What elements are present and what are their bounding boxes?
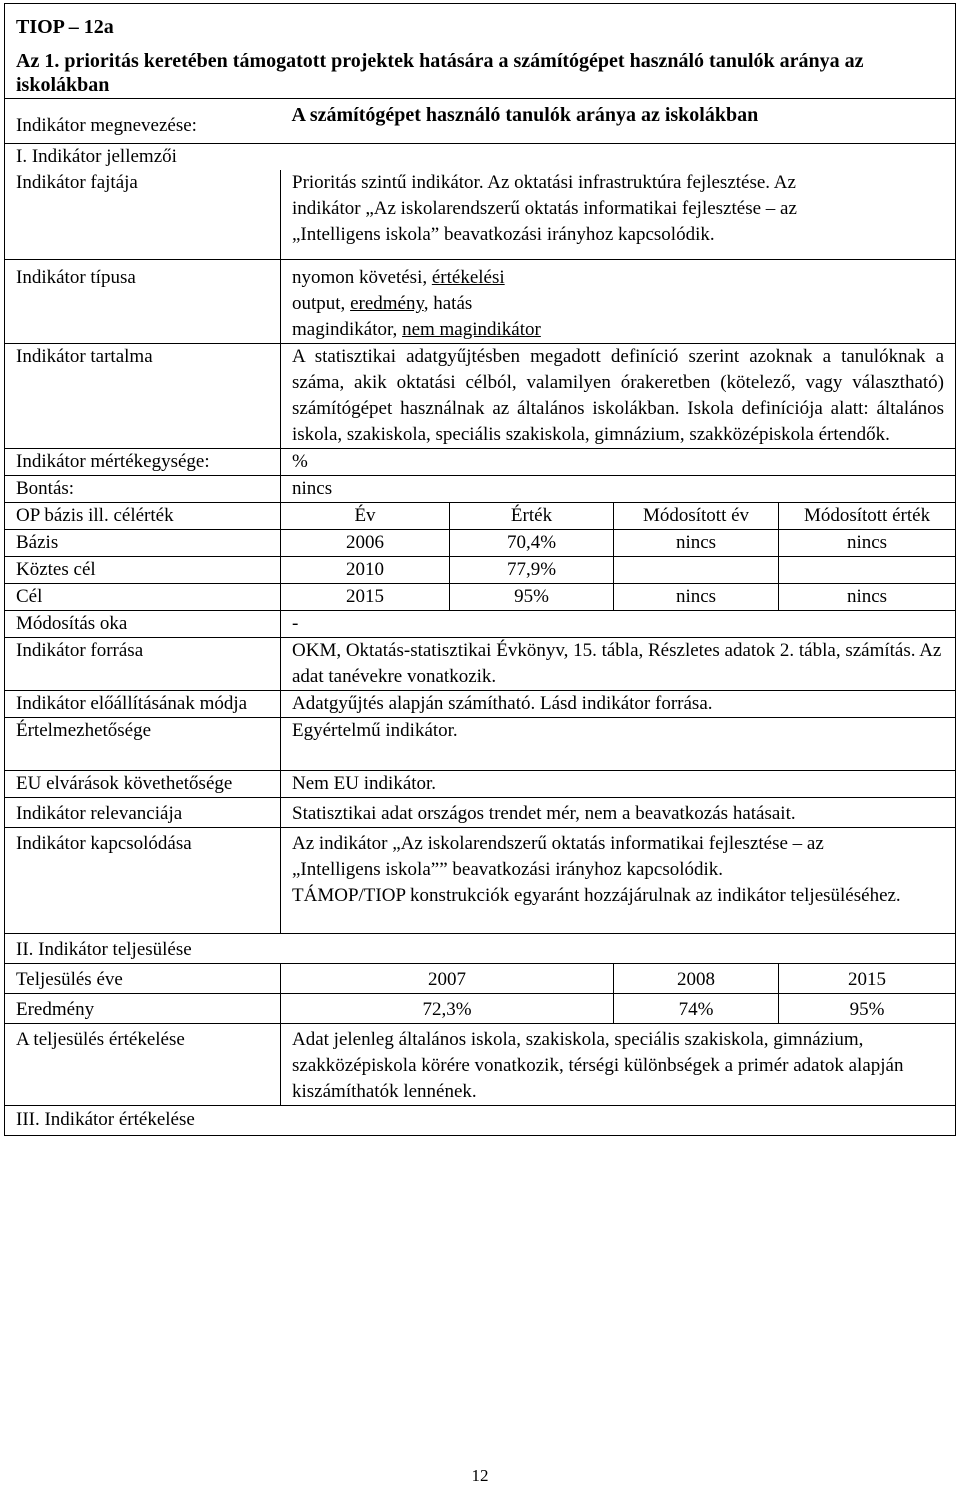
teljesules-year-row [5,964,956,994]
row-label: Köztes cél [5,557,281,584]
forrasa-value: OKM, Oktatás-statisztikai Évkönyv, 15. tábla, Részletes adatok 2. tábla, számítás. Az adat tanévekre vonatkozik. [281,638,956,691]
fajta-line-1: Prioritás szintű indikátor. Az oktatási infrastruktúra fejlesztése. Az [292,172,796,193]
tipus-line-1 [292,265,944,291]
modositas-value: - [281,611,956,638]
bontas-label: Bontás: [5,476,281,503]
target-header-value: Érték [450,503,614,530]
row-label: Bázis [5,530,281,557]
row-mod-value [779,557,956,584]
tipus-line-3 [292,317,944,343]
tipus-core: magindikátor, [292,319,403,340]
page-number: 12 [471,1466,489,1485]
mertekegyseg-label: Indikátor mértékegysége: [5,449,281,476]
tipus-line-2 [292,291,944,317]
teljesules-year-2: 2008 [614,964,779,994]
row-label: Cél [5,584,281,611]
teljesules-result-row [5,994,956,1024]
ertelmezhetoseg-value: Egyértelmű indikátor. [281,718,956,771]
tartalma-value: A statisztikai adatgyűjtésben megadott definíció szerint azoknak a tanulóknak a száma, akik oktatási célból, valamilyen órakeretben (kötelező, vagy választható) számítógépet használnak az általános iskolákban. Iskola definíciója alatt: általános iskola, szakiskola, speciális szakiskola, gimnázium, szakközépiskola értendők. [281,344,956,449]
row-year: 2006 [281,530,450,557]
target-header-row [5,503,956,530]
kapcsolodas-line-2: „Intelligens iskola”” beavatkozási irányhoz kapcsolódik. [292,859,724,880]
mertekegyseg-value: % [281,449,956,476]
teljesules-year-3: 2015 [779,964,956,994]
tartalma-label: Indikátor tartalma [5,344,281,449]
relevancia-value: Statisztikai adat országos trendet mér, nem a beavatkozás hatásait. [281,798,956,828]
fajta-value [281,170,956,260]
section-1-heading: I. Indikátor jellemzői [5,144,956,171]
table-row [5,557,956,584]
indicator-title: Az 1. prioritás keretében támogatott projektek hatására a számítógépet használó tanulók aránya az iskolákban [5,49,956,99]
teljesules-year-1: 2007 [281,964,614,994]
fajta-label: Indikátor fajtája [5,170,281,260]
kapcsolodas-line-1: Az indikátor „Az iskolarendszerű oktatás informatikai fejlesztése – az [292,833,824,854]
kapcsolodas-value [281,828,956,934]
teljesules-result-3: 95% [779,994,956,1024]
row-year: 2015 [281,584,450,611]
tipus-impact: , hatás [423,293,473,314]
tipus-output: output, [292,293,351,314]
eloallitasa-label: Indikátor előállításának módja [5,691,281,718]
tipus-result: eredmény [350,293,424,314]
bontas-value: nincs [281,476,956,503]
indicator-table [4,3,956,1136]
teljesules-result-2: 74% [614,994,779,1024]
indicator-sheet [4,3,955,1136]
row-mod-year [614,557,779,584]
row-year: 2010 [281,557,450,584]
row-value: 95% [450,584,614,611]
indicator-code: TIOP – 12a [5,4,956,50]
section-2-heading: II. Indikátor teljesülése [5,934,956,964]
eloallitasa-value: Adatgyűjtés alapján számítható. Lásd indikátor forrása. [281,691,956,718]
forrasa-label: Indikátor forrása [5,638,281,691]
teljesules-result-label: Eredmény [5,994,281,1024]
eu-label: EU elvárások követhetősége [5,771,281,798]
fajta-line-2: indikátor „Az iskolarendszerű oktatás informatikai fejlesztése – az [292,198,797,219]
name-label: Indikátor megnevezése: [5,99,281,144]
row-mod-year: nincs [614,584,779,611]
row-mod-value: nincs [779,584,956,611]
ertekelese-value: Adat jelenleg általános iskola, szakiskola, speciális szakiskola, gimnázium, szakközépiskola körére vonatkozik, térségi különbségek a primér adatok alapján kiszámíthatók lennének. [281,1024,956,1106]
fajta-line-3: „Intelligens iskola” beavatkozási irányhoz kapcsolódik. [292,224,715,245]
ertekelese-label: A teljesülés értékelése [5,1024,281,1106]
target-header-year: Év [281,503,450,530]
tipus-evaluation: értékelési [431,267,505,288]
teljesules-result-1: 72,3% [281,994,614,1024]
section-3-heading: III. Indikátor értékelése [5,1106,956,1136]
table-row [5,530,956,557]
target-header-label: OP bázis ill. célérték [5,503,281,530]
teljesules-year-label: Teljesülés éve [5,964,281,994]
row-value: 77,9% [450,557,614,584]
target-header-mod-value: Módosított érték [779,503,956,530]
tipus-monitoring: nyomon követési, [292,267,432,288]
row-mod-value: nincs [779,530,956,557]
kapcsolodas-line-3: TÁMOP/TIOP konstrukciók egyaránt hozzájárulnak az indikátor teljesüléséhez. [292,885,901,906]
tipus-non-core: nem magindikátor [402,319,541,340]
row-value: 70,4% [450,530,614,557]
target-header-mod-year: Módosított év [614,503,779,530]
eu-value: Nem EU indikátor. [281,771,956,798]
row-mod-year: nincs [614,530,779,557]
tipus-value [281,260,956,344]
kapcsolodas-label: Indikátor kapcsolódása [5,828,281,934]
modositas-label: Módosítás oka [5,611,281,638]
ertelmezhetoseg-label: Értelmezhetősége [5,718,281,771]
relevancia-label: Indikátor relevanciája [5,798,281,828]
table-row [5,584,956,611]
tipus-label: Indikátor típusa [5,260,281,344]
name-value: A számítógépet használó tanulók aránya az iskolákban [281,99,956,144]
